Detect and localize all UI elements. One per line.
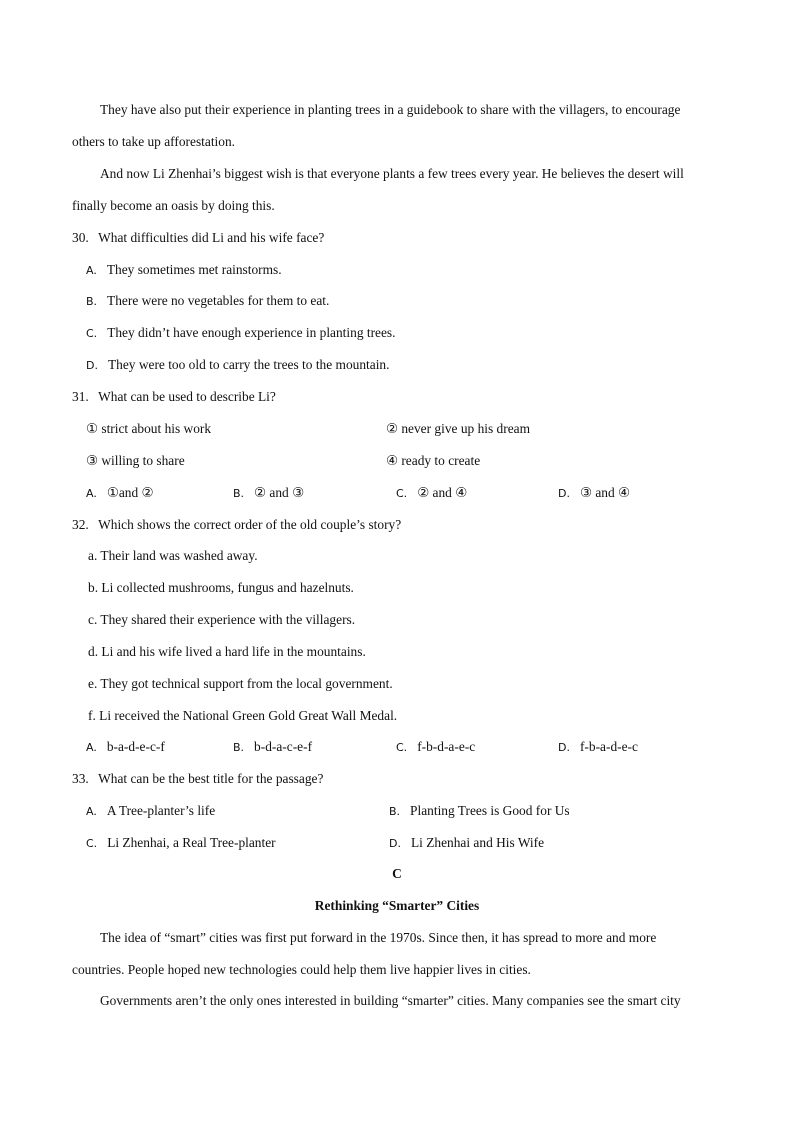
option-text: ② and ③: [254, 485, 305, 500]
question-32-option-d: [558, 738, 638, 757]
question-32-item-d: d. Li and his wife lived a hard life in the mountains.: [88, 644, 366, 659]
option-letter: A.: [86, 741, 97, 754]
option-text: They didn’t have enough experience in planting trees.: [107, 325, 396, 340]
option-text: f-b-d-a-e-c: [417, 739, 476, 754]
passage-b-paragraph-1-line-2: others to take up afforestation.: [72, 134, 235, 149]
question-31-item-1: ① strict about his work: [86, 421, 212, 436]
question-30-number: 30.: [72, 230, 89, 245]
option-text: Li Zhenhai and His Wife: [410, 835, 545, 850]
question-32-text: Which shows the correct order of the old couple’s story?: [98, 517, 402, 532]
question-31-text: What can be used to describe Li?: [98, 389, 276, 404]
passage-c-paragraph-1-line-2: countries. People hoped new technologies could help them live happier lives in cities.: [72, 962, 531, 977]
question-30-option-a: [86, 261, 282, 280]
question-31-item-3: ③ willing to share: [86, 453, 185, 468]
option-letter: D.: [558, 487, 570, 500]
question-33-option-d: [389, 834, 544, 853]
question-32-number: 32.: [72, 517, 89, 532]
option-letter: B.: [389, 805, 401, 818]
option-letter: A.: [86, 805, 97, 818]
option-text: They were too old to carry the trees to the mountain.: [107, 357, 390, 372]
option-text: There were no vegetables for them to eat.: [107, 293, 330, 308]
option-text: b-d-a-c-e-f: [254, 739, 313, 754]
option-letter: C.: [396, 741, 408, 754]
question-32-item-b: b. Li collected mushrooms, fungus and hazelnuts.: [88, 580, 354, 595]
question-31-option-d: [558, 484, 630, 503]
passage-c-paragraph-2-line-1: Governments aren’t the only ones interested in building “smarter” cities. Many companies see the smart city: [100, 993, 681, 1008]
question-32-option-b: [233, 738, 312, 757]
passage-c-title: Rethinking “Smarter” Cities: [314, 898, 480, 913]
passage-b-paragraph-2-line-1: And now Li Zhenhai’s biggest wish is that everyone plants a few trees every year. He believes the desert will: [100, 166, 684, 181]
question-31-item-4: ④ ready to create: [386, 453, 481, 468]
option-letter: C.: [86, 327, 98, 340]
question-31-option-a: [86, 484, 154, 503]
question-31-option-c: [396, 484, 467, 503]
option-text: ③ and ④: [579, 485, 631, 500]
option-text: f-b-a-d-e-c: [579, 739, 638, 754]
question-32-option-a: [86, 738, 165, 757]
question-32-option-c: [396, 738, 475, 757]
question-31-number: 31.: [72, 389, 89, 404]
question-31-option-b: [233, 484, 304, 503]
question-31-item-2: ② never give up his dream: [386, 421, 531, 436]
question-30-text: What difficulties did Li and his wife face?: [98, 230, 325, 245]
option-text: Li Zhenhai, a Real Tree-planter: [107, 835, 276, 850]
option-letter: C.: [86, 837, 98, 850]
option-letter: D.: [558, 741, 570, 754]
question-32-stem: [72, 516, 401, 534]
option-text: A Tree-planter’s life: [106, 803, 216, 818]
question-33-option-c: [86, 834, 276, 853]
option-letter: B.: [86, 295, 98, 308]
question-33-stem: [72, 770, 323, 788]
question-33-number: 33.: [72, 771, 89, 786]
question-33-option-a: [86, 802, 215, 821]
question-32-item-f: f. Li received the National Green Gold Great Wall Medal.: [88, 708, 398, 723]
option-text: ①and ②: [106, 485, 154, 500]
question-33-option-b: [389, 802, 570, 821]
option-text: They sometimes met rainstorms.: [106, 262, 282, 277]
option-text: ② and ④: [417, 485, 468, 500]
option-letter: D.: [389, 837, 401, 850]
passage-b-paragraph-1-line-1: They have also put their experience in planting trees in a guidebook to share with the villagers, to encourage: [100, 102, 681, 117]
question-32-item-c: c. They shared their experience with the villagers.: [88, 612, 356, 627]
question-30-option-b: [86, 292, 329, 311]
question-32-item-e: e. They got technical support from the local government.: [88, 676, 393, 691]
option-letter: B.: [233, 741, 245, 754]
question-32-item-a: a. Their land was washed away.: [88, 548, 258, 563]
option-text: Planting Trees is Good for Us: [410, 803, 570, 818]
option-letter: C.: [396, 487, 408, 500]
option-letter: A.: [86, 264, 97, 277]
question-30-stem: [72, 229, 324, 247]
question-30-option-c: [86, 324, 396, 343]
passage-b-paragraph-2-line-2: finally become an oasis by doing this.: [72, 198, 275, 213]
question-31-stem: [72, 388, 276, 406]
option-letter: B.: [233, 487, 245, 500]
question-30-option-d: [86, 356, 389, 375]
section-letter-c: C: [392, 866, 402, 881]
option-letter: D.: [86, 359, 98, 372]
question-33-text: What can be the best title for the passage?: [98, 771, 324, 786]
option-text: b-a-d-e-c-f: [106, 739, 165, 754]
passage-c-paragraph-1-line-1: The idea of “smart” cities was first put forward in the 1970s. Since then, it has spread to more and more: [100, 930, 657, 945]
option-letter: A.: [86, 487, 97, 500]
